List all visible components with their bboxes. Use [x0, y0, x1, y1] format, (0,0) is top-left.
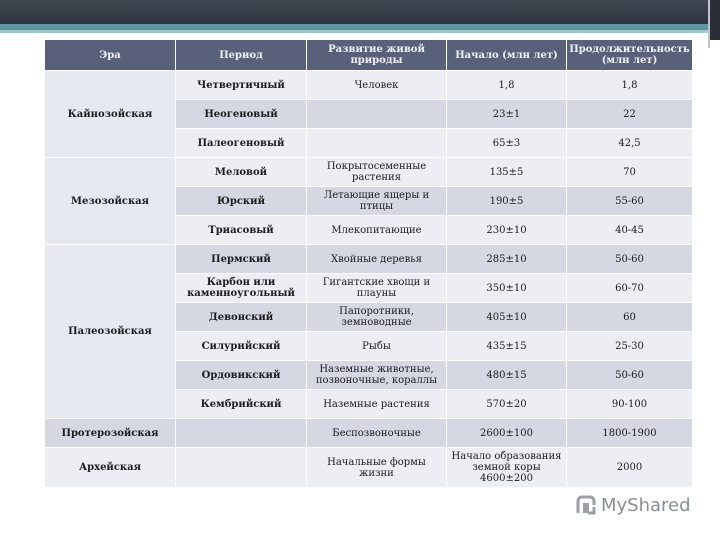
duration-cell: 90-100 — [567, 390, 693, 419]
start-cell: 1,8 — [447, 71, 567, 100]
period-cell: Девонский — [176, 303, 307, 332]
period-cell: Триасовый — [176, 216, 307, 245]
header-start: Начало (млн лет) — [447, 40, 567, 71]
period-cell: Неогеновый — [176, 100, 307, 129]
start-cell: 480±15 — [447, 361, 567, 390]
duration-cell: 2000 — [567, 448, 693, 488]
header-period: Период — [176, 40, 307, 71]
myshared-logo-icon — [574, 493, 598, 517]
life-cell: Человек — [307, 71, 447, 100]
duration-cell: 60 — [567, 303, 693, 332]
duration-cell: 55-60 — [567, 187, 693, 216]
duration-cell: 50-60 — [567, 361, 693, 390]
geologic-eras-table — [44, 39, 693, 488]
header-era: Эра — [45, 40, 176, 71]
duration-cell: 42,5 — [567, 129, 693, 158]
start-cell: 405±10 — [447, 303, 567, 332]
start-cell: 350±10 — [447, 274, 567, 303]
start-cell: 2600±100 — [447, 419, 567, 448]
duration-cell: 22 — [567, 100, 693, 129]
start-cell: 65±3 — [447, 129, 567, 158]
period-cell: Юрский — [176, 187, 307, 216]
life-cell: Начальные формы жизни — [307, 448, 447, 488]
start-cell: Начало образования земной коры 4600±200 — [447, 448, 567, 488]
duration-cell: 25-30 — [567, 332, 693, 361]
life-cell: Летающие ящеры и птицы — [307, 187, 447, 216]
table-header — [45, 40, 693, 71]
header-duration: Продолжительность (млн лет) — [567, 40, 693, 71]
header-life: Развитие живой природы — [307, 40, 447, 71]
slide-corner-block — [710, 0, 720, 40]
period-cell: Палеогеновый — [176, 129, 307, 158]
life-cell: Хвойные деревья — [307, 245, 447, 274]
period-cell: Карбон или каменноугольный — [176, 274, 307, 303]
period-cell — [176, 448, 307, 488]
life-cell: Гигантские хвощи и плауны — [307, 274, 447, 303]
duration-cell: 70 — [567, 158, 693, 187]
start-cell: 435±15 — [447, 332, 567, 361]
life-cell: Наземные животные, позвоночные, кораллы — [307, 361, 447, 390]
life-cell: Беспозвоночные — [307, 419, 447, 448]
table-row — [45, 245, 693, 274]
period-cell: Кембрийский — [176, 390, 307, 419]
life-cell: Покрытосеменные растения — [307, 158, 447, 187]
life-cell — [307, 129, 447, 158]
duration-cell: 1,8 — [567, 71, 693, 100]
period-cell: Ордовикский — [176, 361, 307, 390]
start-cell: 135±5 — [447, 158, 567, 187]
start-cell: 570±20 — [447, 390, 567, 419]
slide-corner-line — [708, 0, 710, 48]
life-cell: Млекопитающие — [307, 216, 447, 245]
period-cell: Пермский — [176, 245, 307, 274]
duration-cell: 60-70 — [567, 274, 693, 303]
period-cell: Четвертичный — [176, 71, 307, 100]
start-cell: 285±10 — [447, 245, 567, 274]
era-cell: Протерозойская — [45, 419, 176, 448]
life-cell: Папоротники, земноводные — [307, 303, 447, 332]
table-body — [45, 71, 693, 488]
duration-cell: 50-60 — [567, 245, 693, 274]
period-cell — [176, 419, 307, 448]
table-header-row — [45, 40, 693, 71]
watermark-text: MyShared — [601, 494, 691, 516]
watermark — [574, 492, 691, 518]
table-row — [45, 419, 693, 448]
period-cell: Меловой — [176, 158, 307, 187]
life-cell — [307, 100, 447, 129]
life-cell: Наземные растения — [307, 390, 447, 419]
table-row — [45, 158, 693, 187]
era-cell: Архейская — [45, 448, 176, 488]
start-cell: 190±5 — [447, 187, 567, 216]
duration-cell: 1800-1900 — [567, 419, 693, 448]
table-row — [45, 71, 693, 100]
start-cell: 23±1 — [447, 100, 567, 129]
slide-accent-stripe-light — [0, 30, 720, 33]
era-cell: Палеозойская — [45, 245, 176, 419]
life-cell: Рыбы — [307, 332, 447, 361]
period-cell: Силурийский — [176, 332, 307, 361]
era-cell: Кайнозойская — [45, 71, 176, 158]
slide-top-bar — [0, 0, 720, 24]
era-cell: Мезозойская — [45, 158, 176, 245]
duration-cell: 40-45 — [567, 216, 693, 245]
start-cell: 230±10 — [447, 216, 567, 245]
table-row — [45, 448, 693, 488]
